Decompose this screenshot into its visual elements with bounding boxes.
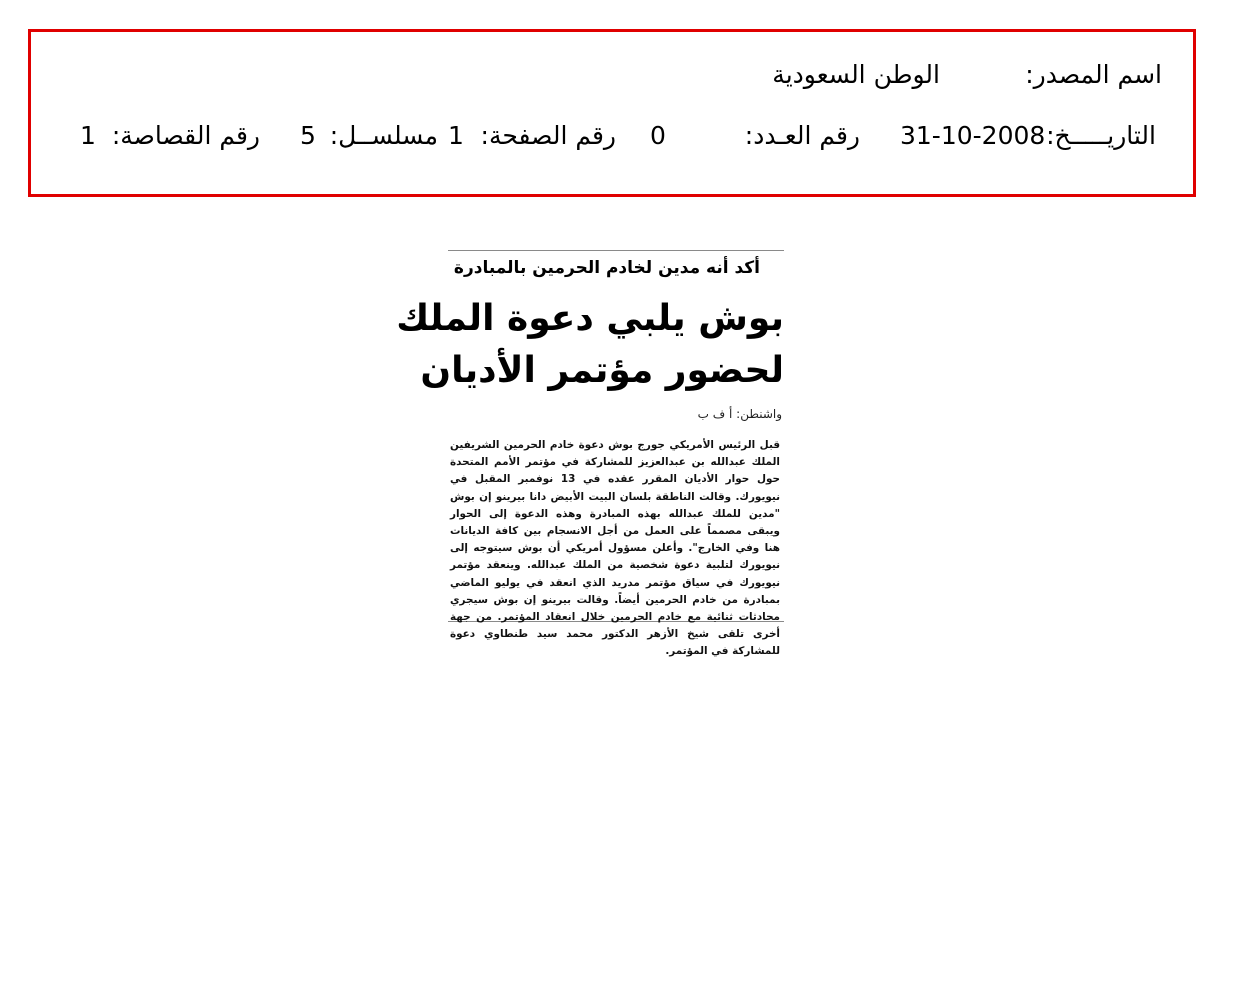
page-label: رقم الصفحة:: [480, 121, 616, 150]
article-headline: [396, 293, 784, 397]
page-value: 1: [448, 121, 464, 150]
clip-value: 1: [80, 121, 96, 150]
issue-value: 0: [650, 121, 666, 150]
serial-value: 5: [300, 121, 316, 150]
article-kicker: أكد أنه مدين لخادم الحرمين بالمبادرة: [453, 258, 760, 278]
issue-label: رقم العـدد:: [744, 121, 860, 150]
headline-line-2: لحضور مؤتمر الأديان: [420, 350, 784, 391]
article-body: قبل الرئيس الأمريكي جورج بوش دعوة خادم الحرمين الشريفين الملك عبدالله بن عبدالعزيز للمشاركة في مؤتمر الأمم المتحدة حول حوار الأديان المقرر عقده في 13 نوفمبر المقبل في نيويورك. وقالت الناطقة بلسان البيت الأبيض دانا بيرينو إن بوش "مدين للملك عبدالله بهذه المبادرة وهذه الدعوة إلى الحوار ويبقى مصمماً على العمل من أجل الانسجام بين كافة الديانات هنا وفي الخارج". وأعلن مسؤول أمريكي أن بوش سيتوجه إلى نيويورك لتلبية دعوة شخصية من الملك عبدالله. وينعقد مؤتمر نيويورك في سياق مؤتمر مدريد الذي انعقد في يوليو الماضي بمبادرة من خادم الحرمين أيضاً. وقالت بيرينو إن بوش سيجري محادثات ثنائية مع خادم الحرمين خلال انعقاد المؤتمر. من جهة أخرى تلقى شيخ الأزهر الدكتور محمد سيد طنطاوي دعوة للمشاركة في المؤتمر.: [450, 439, 780, 658]
source-label: اسم المصدر:: [1025, 60, 1162, 89]
serial-label: مسلســل:: [329, 121, 438, 150]
clip-label: رقم القصاصة:: [111, 121, 260, 150]
newspaper-clipping: [396, 250, 784, 658]
headline-line-1: بوش يلبي دعوة الملك: [396, 298, 784, 339]
date-label: التاريـــــخ:: [1046, 121, 1156, 150]
source-metadata-box: [28, 29, 1196, 197]
article-dateline: واشنطن: أ ف ب: [697, 407, 782, 421]
source-value: الوطن السعودية: [772, 60, 940, 89]
date-value: 31-10-2008: [900, 121, 1046, 150]
